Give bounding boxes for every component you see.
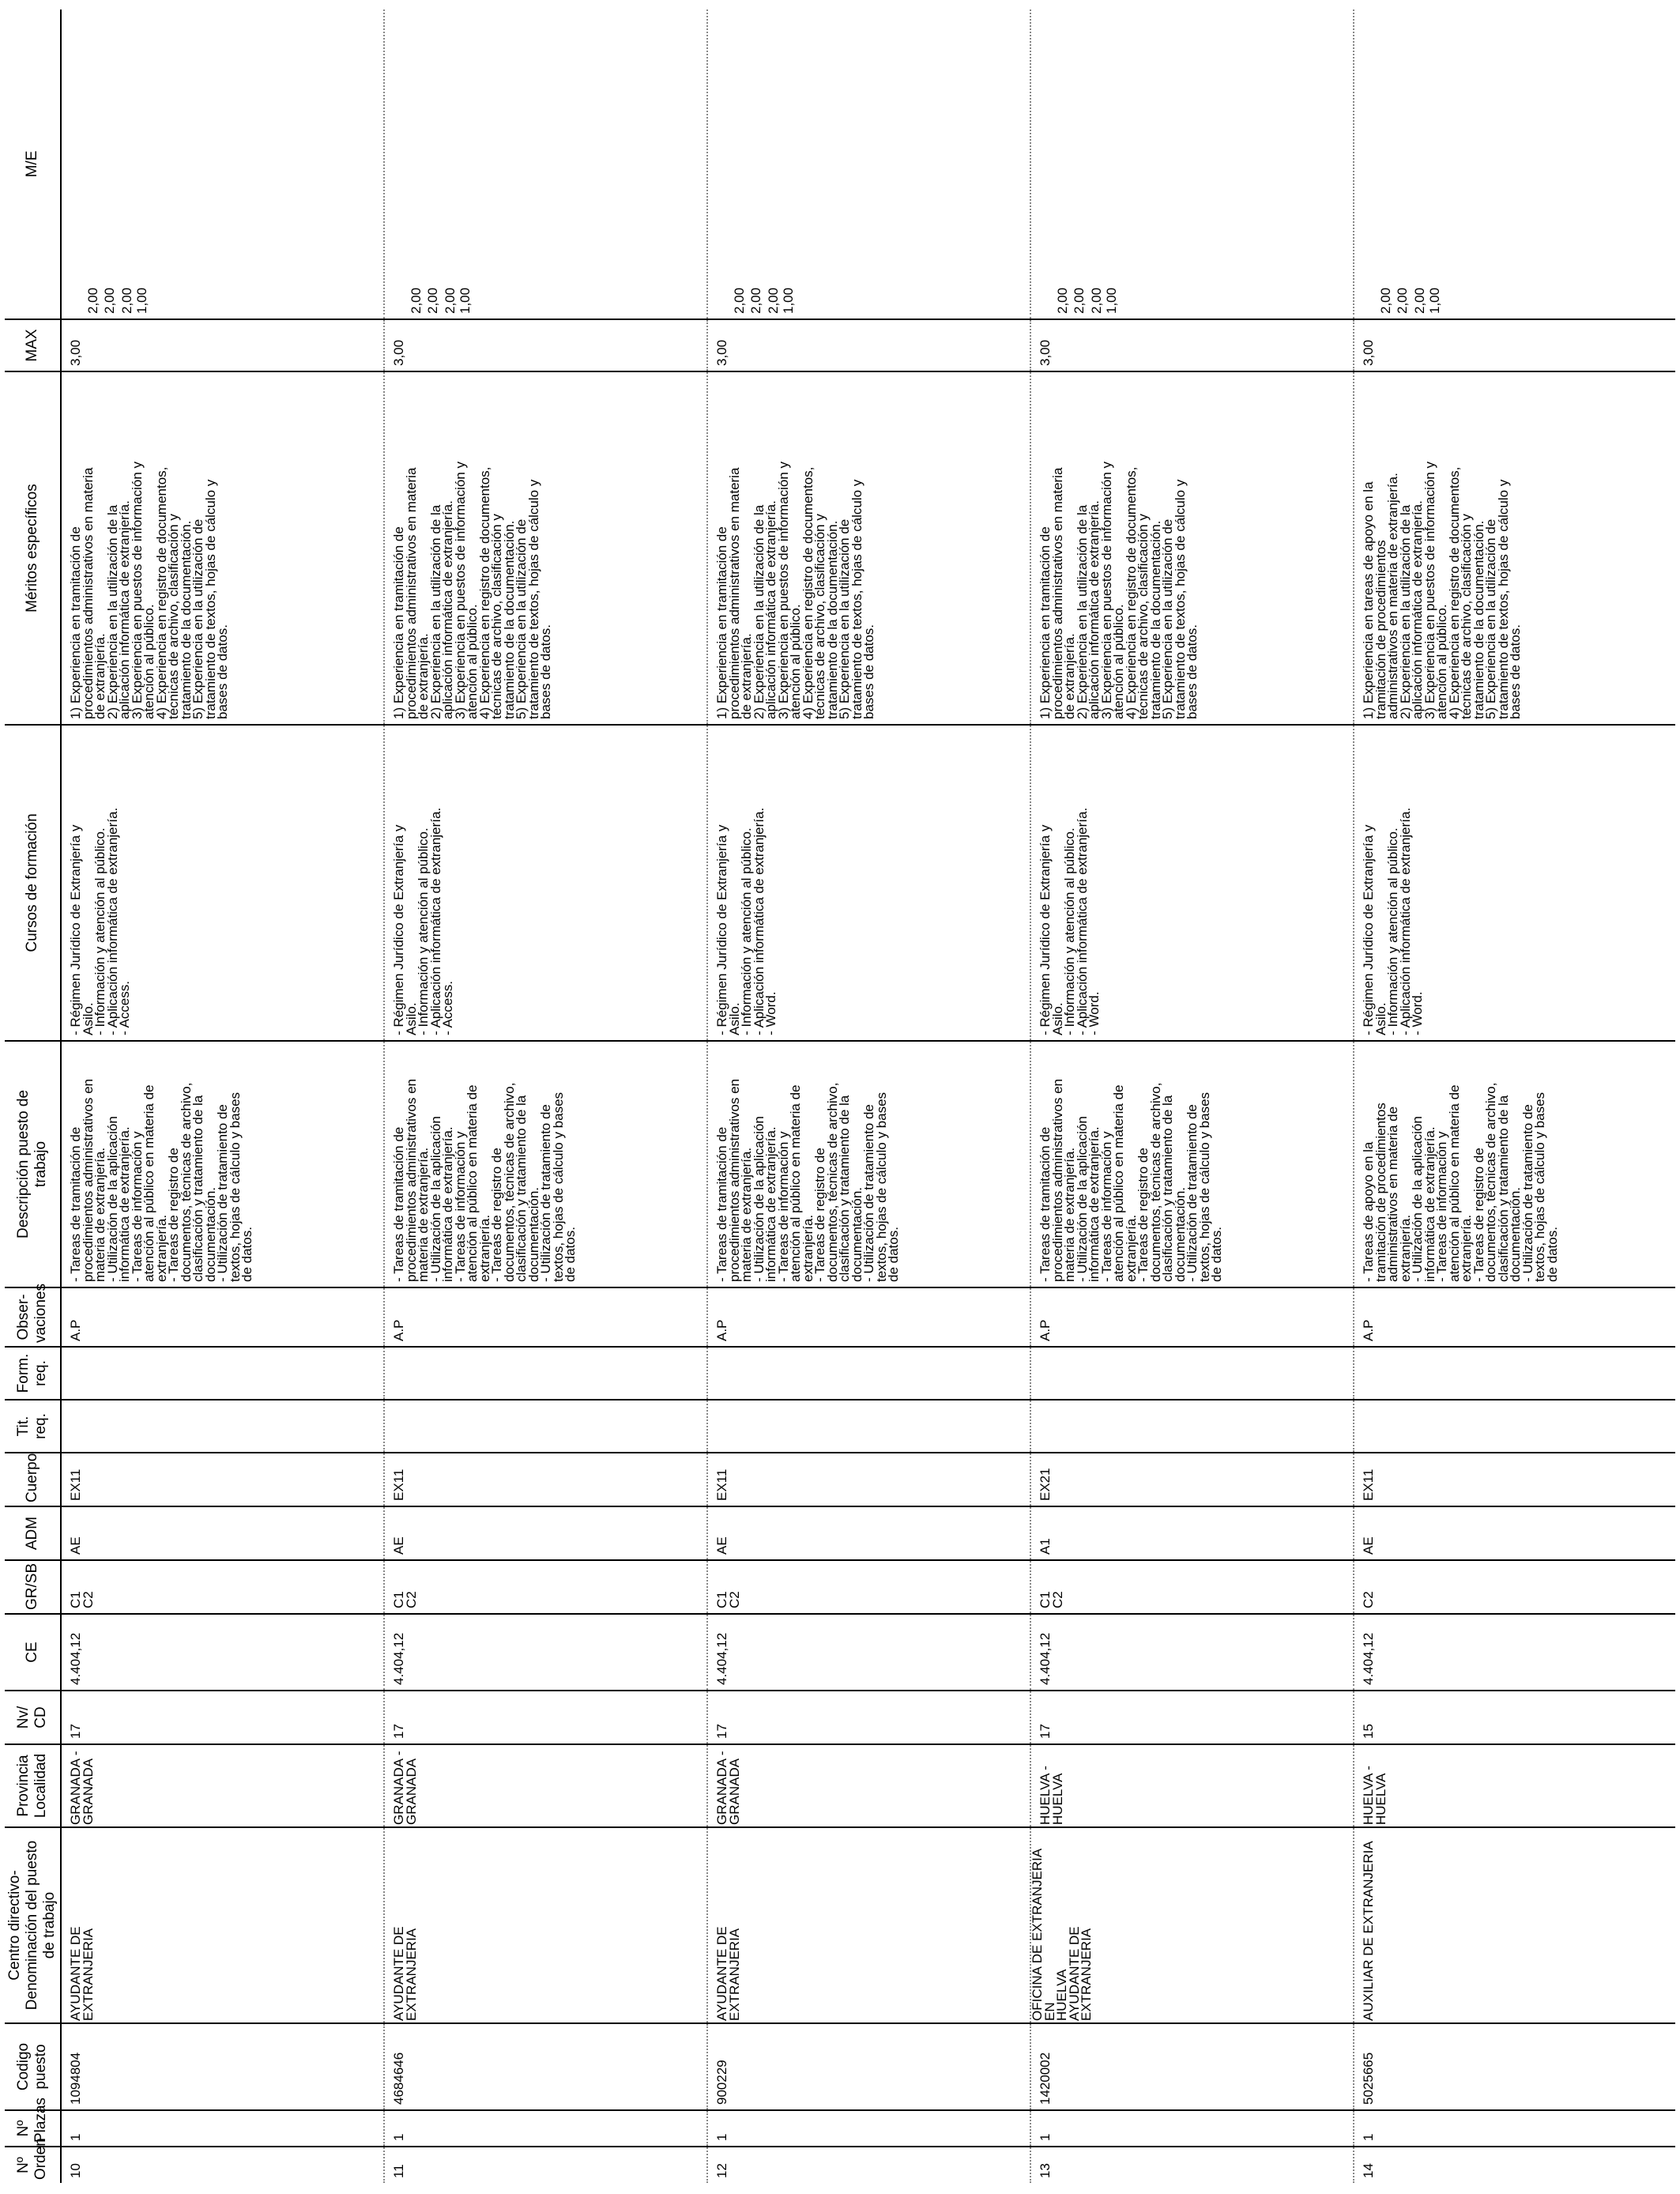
cell-me <box>61 9 384 319</box>
max-score: 1,00 <box>781 287 796 314</box>
cell-grupo: C1 C2 <box>61 1560 384 1614</box>
cell-observaciones: A.P <box>707 1287 1030 1347</box>
header-nivel: Nv/ CD <box>5 1691 61 1744</box>
max-score: 2,00 <box>765 287 781 314</box>
cell-nivel: 17 <box>1030 1691 1354 1744</box>
cell-plazas: 1 <box>1030 2110 1354 2147</box>
cell-grupo: C1 C2 <box>384 1560 707 1614</box>
cell-codigo: 900229 <box>707 2023 1030 2110</box>
header-centro: Centro directivo- Denominación del puesto de trabajo <box>5 1827 61 2023</box>
max-score: 1,00 <box>458 287 473 314</box>
cell-adm: AE <box>1354 1506 1675 1560</box>
cell-ce: 4.404,12 <box>707 1614 1030 1691</box>
cell-provincia: HUELVA - HUELVA <box>1030 1744 1354 1827</box>
table-row <box>61 9 384 2183</box>
header-adm: ADM <box>5 1506 61 1560</box>
header-me: M/E <box>5 9 61 319</box>
cell-max <box>1030 287 1354 371</box>
cell-codigo: 1420002 <box>1030 2023 1354 2110</box>
cell-meritos: 1) Experiencia en tramitación de procedimientos administrativos en materia de extranjería. 2) Experiencia en la utilización de la aplicación informática de extranjería. 3) Experiencia en puestos de información y atención al público. 4) Experiencia en registro de documentos, técnicas de archivo, clasificación y tratamiento de la documentación. 5) Experiencia en la utilización de tratamiento de textos, hojas de cálculo y bases de datos. <box>384 371 707 725</box>
cell-me <box>384 9 707 319</box>
cell-observaciones: A.P <box>1030 1287 1354 1347</box>
cell-grupo: C2 <box>1354 1560 1675 1614</box>
cell-titulacion <box>384 1400 707 1453</box>
cell-orden: 11 <box>384 2147 707 2183</box>
header-meritos: Méritos específicos <box>5 371 61 725</box>
header-provincia: Provincia Localidad <box>5 1744 61 1827</box>
cell-max <box>1354 287 1675 371</box>
cell-cuerpo: EX11 <box>707 1453 1030 1506</box>
cell-cuerpo: EX11 <box>61 1453 384 1506</box>
cell-max <box>61 287 384 371</box>
max-score: 1,00 <box>1427 287 1442 314</box>
cell-grupo: C1 C2 <box>707 1560 1030 1614</box>
header-observaciones: Obser- vaciones <box>5 1287 61 1347</box>
cell-adm: A1 <box>1030 1506 1354 1560</box>
max-score: 2,00 <box>85 287 100 314</box>
cell-adm: AE <box>384 1506 707 1560</box>
table-row <box>1030 9 1354 2183</box>
header-orden: Nº Orden <box>5 2147 61 2183</box>
cell-descripcion: - Tareas de tramitación de procedimientos administrativos en materia de extranjería. - Utilización de la aplicación informática de extranjería. - Tareas de información y atención al público en materia de extranjería. - Tareas de registro de documentos, técnicas de archivo, clasificación y tratamiento de la documentación. - Utilización de tratamiento de textos, hojas de cálculo y bases de datos. <box>61 1041 384 1287</box>
cell-formacion <box>1354 1347 1675 1400</box>
cell-descripcion: - Tareas de tramitación de procedimientos administrativos en materia de extranjería. - Utilización de la aplicación informática de extranjería. - Tareas de información y atención al público en materia de extranjería. - Tareas de registro de documentos, técnicas de archivo, clasificación y tratamiento de la documentación. - Utilización de tratamiento de textos, hojas de cálculo y bases de datos. <box>384 1041 707 1287</box>
cell-max <box>707 287 1030 371</box>
cell-titulacion <box>61 1400 384 1453</box>
cell-titulacion <box>1354 1400 1675 1453</box>
table-row <box>707 9 1030 2183</box>
cell-descripcion: - Tareas de apoyo en la tramitación de procedimientos administrativos en materia de extranjería. - Utilización de la aplicación informática de extranjería. - Tareas de información y atención al público en materia de extranjería. - Tareas de registro de documentos, técnicas de archivo, clasificación y tratamiento de la documentación. - Utilización de tratamiento de textos, hojas de cálculo y bases de datos. <box>1354 1041 1675 1287</box>
header-plazas: Nº Plazas <box>5 2110 61 2147</box>
max-score: 3,00 <box>714 339 729 366</box>
header-codigo: Codigo puesto <box>5 2023 61 2110</box>
cell-centro: AYUDANTE DE EXTRANJERIA <box>61 1827 384 2023</box>
cell-formacion <box>61 1347 384 1400</box>
cell-provincia: GRANADA - GRANADA <box>61 1744 384 1827</box>
cell-me <box>1354 9 1675 319</box>
cell-orden: 13 <box>1030 2147 1354 2183</box>
job-positions-table <box>5 9 1675 2183</box>
max-score: 2,00 <box>1054 287 1070 314</box>
max-score: 2,00 <box>1088 287 1104 314</box>
max-score: 2,00 <box>425 287 440 314</box>
cell-formacion <box>1030 1347 1354 1400</box>
cell-centro: AYUDANTE DE EXTRANJERIA <box>384 1827 707 2023</box>
cell-nivel: 17 <box>61 1691 384 1744</box>
cell-titulacion <box>707 1400 1030 1453</box>
cell-cursos: - Régimen Jurídico de Extranjería y Asilo. - Información y atención al público. - Aplicación informática de extranjería. - Word. <box>707 725 1030 1041</box>
cell-grupo: C1 C2 <box>1030 1560 1354 1614</box>
max-score: 3,00 <box>391 339 406 366</box>
max-score: 3,00 <box>1038 339 1053 366</box>
cell-provincia: GRANADA - GRANADA <box>707 1744 1030 1827</box>
max-score: 2,00 <box>1377 287 1393 314</box>
max-score: 2,00 <box>408 287 424 314</box>
cell-nivel: 17 <box>384 1691 707 1744</box>
header-cuerpo: Cuerpo <box>5 1453 61 1506</box>
cell-ce: 4.404,12 <box>1354 1614 1675 1691</box>
cell-observaciones: A.P <box>61 1287 384 1347</box>
centro-directivo-label: OFICINA DE EXTRANJERIA EN HUELVA <box>1030 1849 1069 2021</box>
max-score: 2,00 <box>119 287 134 314</box>
header-formacion: Form. req. <box>5 1347 61 1400</box>
header-cursos: Cursos de formación <box>5 725 61 1041</box>
cell-meritos: 1) Experiencia en tareas de apoyo en la tramitación de procedimientos administrativos en materia de extranjería. 2) Experiencia en la utilización de la aplicación informática de extranjería. 3) Experiencia en puestos de información y atención al público. 4) Experiencia en registro de documentos, técnicas de archivo, clasificación y tratamiento de la documentación. 5) Experiencia en la utilización de tratamiento de textos, hojas de cálculo y bases de datos. <box>1354 371 1675 725</box>
max-score: 2,00 <box>442 287 458 314</box>
cell-meritos: 1) Experiencia en tramitación de procedimientos administrativos en materia de extranjería. 2) Experiencia en la utilización de la aplicación informática de extranjería. 3) Experiencia en puestos de información y atención al público. 4) Experiencia en registro de documentos, técnicas de archivo, clasificación y tratamiento de la documentación. 5) Experiencia en la utilización de tratamiento de textos, hojas de cálculo y bases de datos. <box>707 371 1030 725</box>
table-row <box>1354 9 1675 2183</box>
max-score: 3,00 <box>1361 339 1376 366</box>
cell-orden: 12 <box>707 2147 1030 2183</box>
cell-meritos: 1) Experiencia en tramitación de procedimientos administrativos en materia de extranjería. 2) Experiencia en la utilización de la aplicación informática de extranjería. 3) Experiencia en puestos de información y atención al público. 4) Experiencia en registro de documentos, técnicas de archivo, clasificación y tratamiento de la documentación. 5) Experiencia en la utilización de tratamiento de textos, hojas de cálculo y bases de datos. <box>61 371 384 725</box>
cell-cursos: - Régimen Jurídico de Extranjería y Asilo. - Información y atención al público. - Aplicación informática de extranjería. - Access. <box>384 725 707 1041</box>
header-descripcion: Descripción puesto de trabajo <box>5 1041 61 1287</box>
cell-centro <box>1030 1827 1354 2023</box>
cell-adm: AE <box>707 1506 1030 1560</box>
max-score: 2,00 <box>102 287 117 314</box>
cell-plazas: 1 <box>1354 2110 1675 2147</box>
header-max: MAX <box>5 319 61 371</box>
cell-centro: AUXILIAR DE EXTRANJERIA <box>1354 1827 1675 2023</box>
cell-formacion <box>384 1347 707 1400</box>
cell-cursos: - Régimen Jurídico de Extranjería y Asilo. - Información y atención al público. - Aplicación informática de extranjería. - Word. <box>1354 725 1675 1041</box>
cell-plazas: 1 <box>707 2110 1030 2147</box>
cell-cuerpo: EX11 <box>1354 1453 1675 1506</box>
cell-nivel: 17 <box>707 1691 1030 1744</box>
cell-descripcion: - Tareas de tramitación de procedimientos administrativos en materia de extranjería. - Utilización de la aplicación informática de extranjería. - Tareas de información y atención al público en materia de extranjería. - Tareas de registro de documentos, técnicas de archivo, clasificación y tratamiento de la documentación. - Utilización de tratamiento de textos, hojas de cálculo y bases de datos. <box>1030 1041 1354 1287</box>
max-score: 3,00 <box>68 339 83 366</box>
cell-cuerpo: EX21 <box>1030 1453 1354 1506</box>
cell-codigo: 4684646 <box>384 2023 707 2110</box>
table-body <box>61 9 1675 2183</box>
cell-orden: 10 <box>61 2147 384 2183</box>
cell-ce: 4.404,12 <box>1030 1614 1354 1691</box>
cell-cuerpo: EX11 <box>384 1453 707 1506</box>
cell-orden: 14 <box>1354 2147 1675 2183</box>
cell-nivel: 15 <box>1354 1691 1675 1744</box>
max-score: 2,00 <box>1411 287 1427 314</box>
puesto-denominacion: AYUDANTE DE EXTRANJERIA <box>1066 1926 1094 2021</box>
cell-me <box>1030 9 1354 319</box>
max-score: 1,00 <box>134 287 149 314</box>
cell-provincia: HUELVA - HUELVA <box>1354 1744 1675 1827</box>
table-row <box>384 9 707 2183</box>
cell-observaciones: A.P <box>1354 1287 1675 1347</box>
cell-titulacion <box>1030 1400 1354 1453</box>
max-score: 1,00 <box>1104 287 1119 314</box>
cell-observaciones: A.P <box>384 1287 707 1347</box>
cell-ce: 4.404,12 <box>61 1614 384 1691</box>
cell-formacion <box>707 1347 1030 1400</box>
max-score: 2,00 <box>1395 287 1410 314</box>
cell-centro: AYUDANTE DE EXTRANJERIA <box>707 1827 1030 2023</box>
header-ce: CE <box>5 1614 61 1691</box>
header-titulacion: Tit. req. <box>5 1400 61 1453</box>
cell-cursos: - Régimen Jurídico de Extranjería y Asilo. - Información y atención al público. - Aplicación informática de extranjería. - Access. <box>61 725 384 1041</box>
cell-cursos: - Régimen Jurídico de Extranjería y Asilo. - Información y atención al público. - Aplicación informática de extranjería. - Word. <box>1030 725 1354 1041</box>
max-score: 2,00 <box>731 287 747 314</box>
cell-meritos: 1) Experiencia en tramitación de procedimientos administrativos en materia de extranjería. 2) Experiencia en la utilización de la aplicación informática de extranjería. 3) Experiencia en puestos de información y atención al público. 4) Experiencia en registro de documentos, técnicas de archivo, clasificación y tratamiento de la documentación. 5) Experiencia en la utilización de tratamiento de textos, hojas de cálculo y bases de datos. <box>1030 371 1354 725</box>
max-score: 2,00 <box>748 287 763 314</box>
cell-adm: AE <box>61 1506 384 1560</box>
cell-provincia: GRANADA - GRANADA <box>384 1744 707 1827</box>
cell-ce: 4.404,12 <box>384 1614 707 1691</box>
cell-plazas: 1 <box>61 2110 384 2147</box>
cell-plazas: 1 <box>384 2110 707 2147</box>
max-score: 2,00 <box>1072 287 1087 314</box>
cell-codigo: 1094804 <box>61 2023 384 2110</box>
header-grupo: GR/SB <box>5 1560 61 1614</box>
cell-me <box>707 9 1030 319</box>
cell-descripcion: - Tareas de tramitación de procedimientos administrativos en materia de extranjería. - Utilización de la aplicación informática de extranjería. - Tareas de información y atención al público en materia de extranjería. - Tareas de registro de documentos, técnicas de archivo, clasificación y tratamiento de la documentación. - Utilización de tratamiento de textos, hojas de cálculo y bases de datos. <box>707 1041 1030 1287</box>
cell-codigo: 5025665 <box>1354 2023 1675 2110</box>
cell-max <box>384 287 707 371</box>
